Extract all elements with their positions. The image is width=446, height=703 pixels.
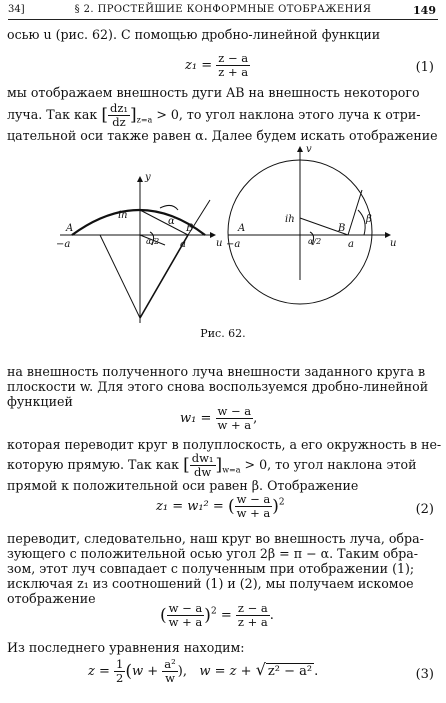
section-marker: 34]	[8, 4, 25, 15]
text-line-15: отображение	[7, 591, 96, 606]
text-line-14: исключая z₁ из соотношений (1) и (2), мы получаем искомое	[7, 576, 414, 591]
right-v-arrow	[297, 146, 303, 152]
right-u-label: u	[390, 238, 397, 249]
derivative-2: $\frac{\text{dw₁}}{dw}$	[191, 451, 214, 479]
text-line-8: которая переводит круг в полуплоскость, а его окружность в не-	[7, 437, 442, 452]
left-B-label: B	[186, 223, 194, 234]
text-line-10: прямой к положительной оси равен β. Отображение	[7, 478, 359, 493]
right-alpha2-label: α/2	[308, 237, 322, 246]
figure-62	[0, 140, 446, 325]
text-line-4: цательной оси также равен α. Далее будем искать отображение	[7, 128, 438, 143]
right-beta-label: β	[366, 214, 372, 225]
text-line-9: которую прямую. Так как [ $\frac{\text{dw₁}}{dw}$ ]$_{w=a} > 0$, то угол наклона этой	[7, 451, 417, 479]
left-u-label: u	[216, 238, 223, 249]
right-beta-arc	[358, 210, 365, 235]
text-line-5: на внешность полученного луча внешности заданного круга в	[7, 364, 426, 379]
text-line-13: зом, этот луч совпадает с полученным при отображении (1);	[7, 561, 415, 576]
text-line-6: плоскости w. Для этого снова воспользуемся дробно-линейной	[7, 379, 429, 394]
text-line-12: зующего с положительной осью угол 2β = π − α. Таким обра-	[7, 546, 419, 561]
derivative-1: $\frac{\text{dz₁}}{dz}$	[109, 101, 128, 129]
running-header	[8, 4, 438, 18]
left-y-label: y	[145, 172, 151, 183]
left-ih-label: ih	[118, 210, 128, 221]
right-ih-label: ih	[285, 214, 295, 225]
left-a-label: a	[180, 239, 186, 250]
figure-caption: Рис. 62.	[200, 327, 246, 340]
equation-number-3: (3)	[415, 667, 434, 682]
left-alpha-arc	[160, 205, 178, 210]
equation-1	[185, 52, 250, 79]
equation-3: z = $\frac{1}{2}$ (w + $\frac{\text{a²}}{w}$ ), w = z + √ z² − a² .	[88, 657, 319, 685]
left-alpha2-label: α/2	[146, 237, 160, 246]
right-minus-a-label: −a	[226, 239, 241, 250]
right-v-label: v	[306, 144, 312, 155]
text-line-16: Из последнего уравнения находим:	[7, 640, 245, 655]
left-A-label: A	[66, 223, 74, 234]
right-a-label: a	[348, 239, 354, 250]
equation-w1: w₁ = $\frac{w - a}{w + a}$ ,	[180, 404, 258, 432]
text-line-3: луча. Так как [ $\frac{\text{dz₁}}{dz}$ ]$_{z=a} > 0$, то угол наклона этого луча к отри-	[7, 101, 421, 129]
right-B-label: B	[338, 223, 346, 234]
equation-number-2: (2)	[415, 502, 434, 517]
text-line-11: переводит, следовательно, наш круг во внешность луча, обра-	[7, 531, 424, 546]
left-line-1	[100, 235, 140, 318]
equation-number-1: (1)	[415, 60, 434, 75]
eq1-fraction: $\frac{z - a}{z + a}$	[218, 51, 249, 79]
running-title: § 2. ПРОСТЕЙШИЕ КОНФОРМНЫЕ ОТОБРАЖЕНИЯ	[74, 4, 372, 15]
text-line-1: осью u (рис. 62). С помощью дробно-линейной функции	[7, 27, 381, 42]
left-y-arrow	[137, 176, 143, 182]
left-alpha-label: α	[168, 216, 175, 227]
eq1-lhs: z₁ =	[185, 58, 213, 73]
text-line-2: мы отображаем внешность дуги AB на внешность некоторого	[7, 85, 420, 100]
page-number: 149	[413, 4, 436, 17]
text-line-7: функцией	[7, 394, 73, 409]
right-A-label: A	[238, 223, 246, 234]
header-rule	[8, 19, 438, 20]
equation-final: ( $\frac{w - a}{w + a}$ )$^2$ = $\frac{z - a}{z + a}$ .	[160, 601, 274, 629]
equation-2: z₁ = w₁² = ( $\frac{w - a}{w + a}$ )$^2$	[156, 492, 285, 520]
left-minus-a-label: −a	[56, 239, 71, 250]
